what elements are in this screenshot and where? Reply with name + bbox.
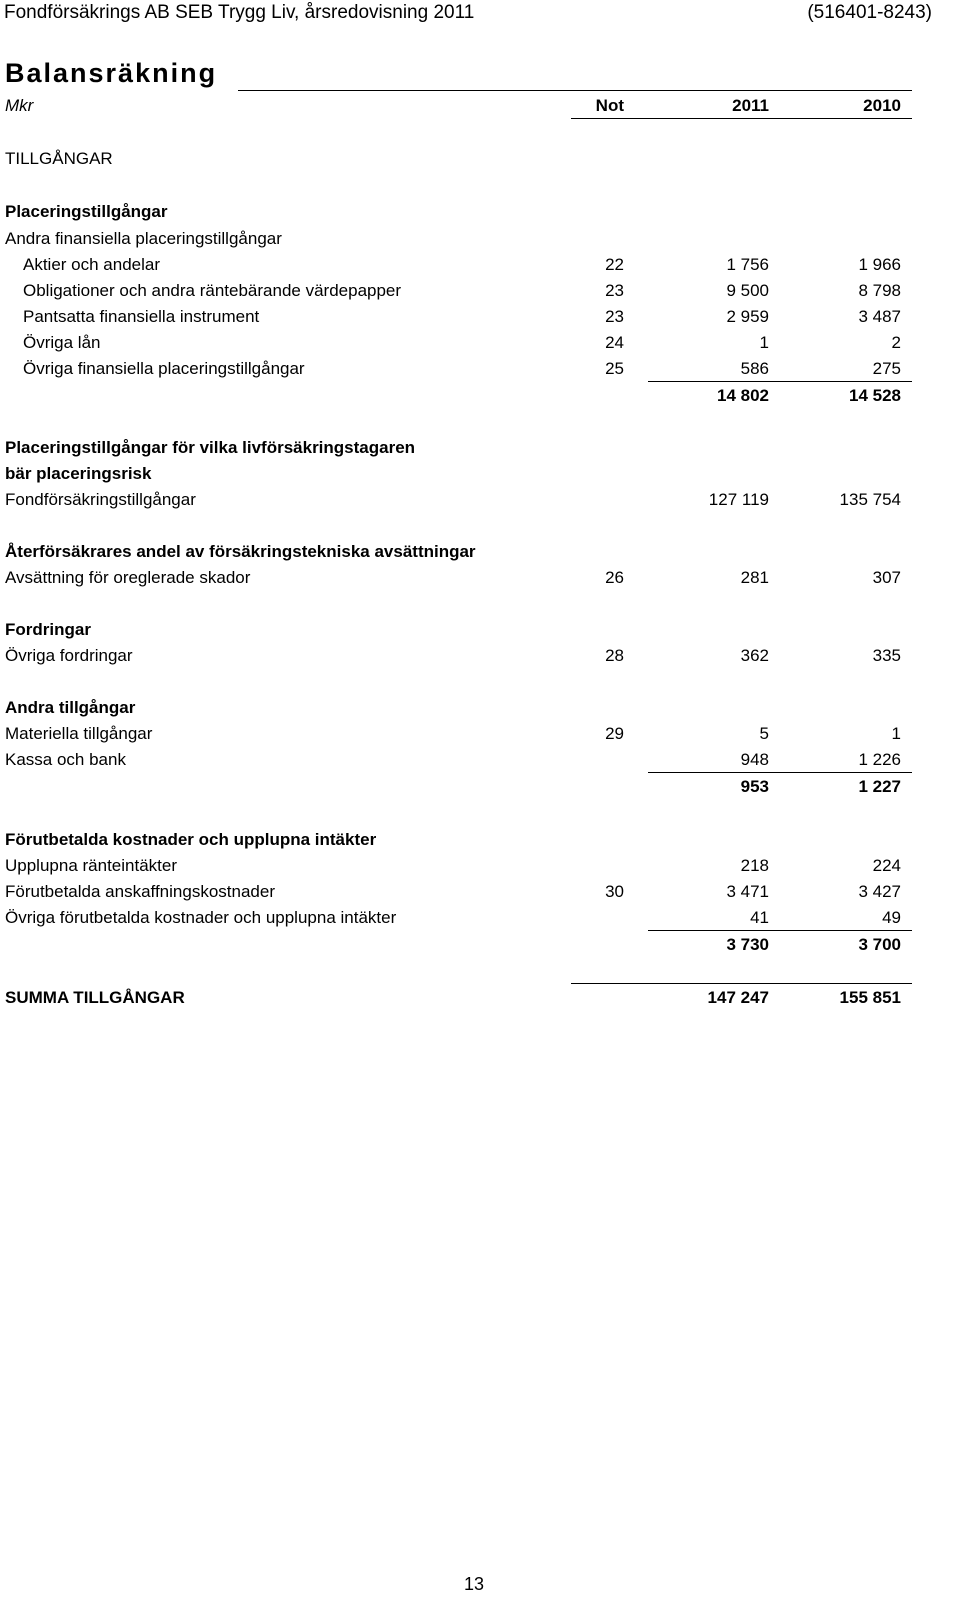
unit-label: Mkr: [5, 96, 34, 115]
table-row: Övriga lån 24 1 2: [23, 333, 901, 352]
table-row: Avsättning för oreglerade skador 26 281 307: [5, 568, 901, 587]
table-row: Aktier och andelar 22 1 756 1 966: [23, 255, 901, 274]
table-row: Övriga fordringar 28 362 335: [5, 646, 901, 665]
subtotal-rule: [648, 930, 912, 931]
table-row: Upplupna ränteintäkter 218 224: [5, 856, 901, 875]
subsection-heading: Andra finansiella placeringstillgångar: [5, 229, 282, 248]
subtotal-rule: [648, 772, 912, 773]
title-rule: [238, 90, 912, 91]
table-row: Materiella tillgångar 29 5 1: [5, 724, 901, 743]
grand-total-row: SUMMA TILLGÅNGAR 147 247 155 851: [5, 988, 901, 1007]
column-not: Not: [595, 96, 624, 115]
subtotal-row: 3 730 3 700: [726, 935, 901, 954]
subtotal-row: 14 802 14 528: [717, 386, 901, 405]
grand-total-rule: [571, 983, 912, 984]
table-row: Övriga finansiella placeringstillgångar 25 586 275: [23, 359, 901, 378]
page-title: Balansräkning: [5, 58, 218, 88]
section-heading: Placeringstillgångar: [5, 202, 168, 221]
subtotal-row: 953 1 227: [740, 777, 901, 796]
table-row: Övriga förutbetalda kostnader och upplupna intäkter 41 49: [5, 908, 901, 927]
table-row: Fondförsäkringstillgångar 127 119 135 754: [5, 490, 901, 509]
table-row: Kassa och bank 948 1 226: [5, 750, 901, 769]
table-row: Pantsatta finansiella instrument 23 2 959 3 487: [23, 307, 901, 326]
table-row: Obligationer och andra räntebärande värdepapper 23 9 500 8 798: [23, 281, 901, 300]
page-number: 13: [463, 1574, 485, 1594]
table-row: Förutbetalda anskaffningskostnader 30 3 471 3 427: [5, 882, 901, 901]
column-header-row: [0, 93, 960, 119]
section-heading: TILLGÅNGAR: [5, 149, 113, 168]
organization-number: (516401-8243): [807, 2, 932, 23]
column-header-rule: [571, 118, 912, 119]
subtotal-rule: [648, 381, 912, 382]
section-heading: Fordringar: [5, 620, 91, 639]
column-2010: 2010: [863, 96, 901, 115]
column-2011: 2011: [732, 96, 769, 115]
section-heading: Förutbetalda kostnader och upplupna intäkter: [5, 830, 377, 849]
section-heading: Återförsäkrares andel av försäkringstekniska avsättningar: [5, 542, 476, 561]
section-heading: Placeringstillgångar för vilka livförsäkringstagaren: [5, 438, 416, 457]
section-heading: bär placeringsrisk: [5, 464, 152, 483]
document-header: Fondförsäkrings AB SEB Trygg Liv, årsredovisning 2011: [4, 2, 475, 23]
section-heading: Andra tillgångar: [5, 698, 136, 717]
